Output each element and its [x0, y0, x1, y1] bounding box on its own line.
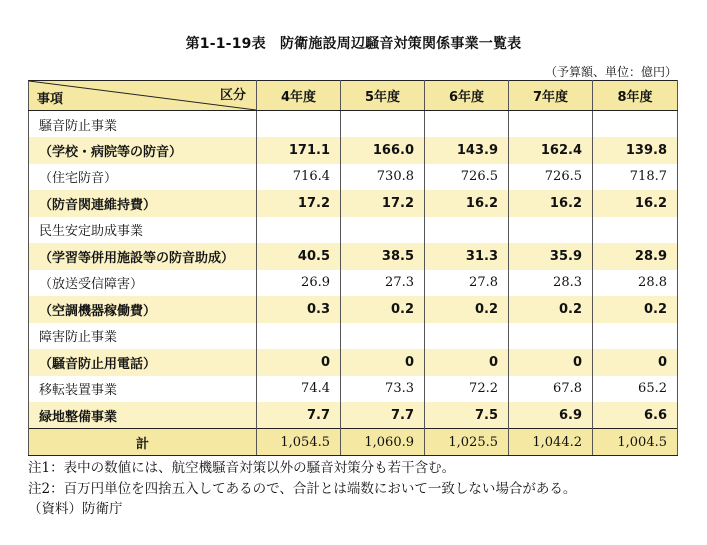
value-cell: 0.2	[509, 296, 593, 323]
row-label: （学校・病院等の防音）	[29, 137, 257, 164]
row-label: （防音関連維持費）	[29, 190, 257, 217]
value-cell: 16.2	[509, 190, 593, 217]
value-cell	[509, 111, 593, 138]
table-row	[29, 243, 678, 270]
total-row	[29, 429, 678, 456]
value-cell: 716.4	[257, 164, 341, 191]
unit-note: （予算額、単位：億円）	[544, 65, 677, 79]
year-header: 6年度	[425, 81, 509, 111]
value-cell: 28.3	[509, 270, 593, 297]
value-cell: 162.4	[509, 137, 593, 164]
total-value-cell: 1,004.5	[593, 429, 678, 456]
row-label: 移転装置事業	[29, 376, 257, 403]
value-cell: 726.5	[509, 164, 593, 191]
row-label: （騒音防止用電話）	[29, 349, 257, 376]
value-cell	[425, 217, 509, 244]
value-cell: 31.3	[425, 243, 509, 270]
value-cell: 7.5	[425, 402, 509, 429]
table-row	[29, 217, 678, 244]
value-cell: 6.6	[593, 402, 678, 429]
value-cell: 17.2	[257, 190, 341, 217]
year-header: 4年度	[257, 81, 341, 111]
value-cell: 0.3	[257, 296, 341, 323]
table-row	[29, 323, 678, 350]
table-row	[29, 270, 678, 297]
table-header-row	[29, 81, 678, 111]
value-cell: 26.9	[257, 270, 341, 297]
value-cell: 0	[593, 349, 678, 376]
row-label: 民生安定助成事業	[29, 217, 257, 244]
value-cell	[509, 217, 593, 244]
value-cell: 0	[341, 349, 425, 376]
value-cell: 6.9	[509, 402, 593, 429]
value-cell: 28.9	[593, 243, 678, 270]
value-cell: 0.2	[341, 296, 425, 323]
total-value-cell: 1,054.5	[257, 429, 341, 456]
value-cell: 718.7	[593, 164, 678, 191]
table-row	[29, 349, 678, 376]
value-cell: 65.2	[593, 376, 678, 403]
table-row	[29, 164, 678, 191]
value-cell	[425, 111, 509, 138]
row-label: （学習等併用施設等の防音助成）	[29, 243, 257, 270]
total-value-cell: 1,060.9	[341, 429, 425, 456]
value-cell	[425, 323, 509, 350]
value-cell: 40.5	[257, 243, 341, 270]
value-cell: 7.7	[257, 402, 341, 429]
value-cell	[257, 217, 341, 244]
corner-label-item: 事項	[37, 92, 64, 107]
value-cell: 74.4	[257, 376, 341, 403]
total-value-cell: 1,025.5	[425, 429, 509, 456]
value-cell: 0	[509, 349, 593, 376]
value-cell	[593, 217, 678, 244]
value-cell: 73.3	[341, 376, 425, 403]
table-row	[29, 111, 678, 138]
value-cell: 166.0	[341, 137, 425, 164]
source-note: （資料）防衛庁	[28, 501, 123, 517]
table-row	[29, 137, 678, 164]
value-cell: 16.2	[425, 190, 509, 217]
value-cell	[593, 323, 678, 350]
value-cell: 0.2	[593, 296, 678, 323]
footnotes	[28, 458, 576, 520]
total-value-cell: 1,044.2	[509, 429, 593, 456]
value-cell: 72.2	[425, 376, 509, 403]
value-cell: 28.8	[593, 270, 678, 297]
year-header: 8年度	[593, 81, 678, 111]
table-row	[29, 376, 678, 403]
value-cell: 0	[257, 349, 341, 376]
value-cell: 27.8	[425, 270, 509, 297]
value-cell	[341, 323, 425, 350]
value-cell: 139.8	[593, 137, 678, 164]
table-row	[29, 190, 678, 217]
table-row	[29, 296, 678, 323]
value-cell: 730.8	[341, 164, 425, 191]
budget-table	[28, 80, 678, 456]
row-label: （住宅防音）	[29, 164, 257, 191]
value-cell: 171.1	[257, 137, 341, 164]
year-header: 7年度	[509, 81, 593, 111]
value-cell	[341, 111, 425, 138]
value-cell: 726.5	[425, 164, 509, 191]
value-cell: 0	[425, 349, 509, 376]
row-label: 騒音防止事業	[29, 111, 257, 138]
value-cell: 143.9	[425, 137, 509, 164]
value-cell	[257, 323, 341, 350]
value-cell	[341, 217, 425, 244]
corner-header-cell	[29, 81, 257, 111]
footnote: 注1：表中の数値には、航空機騒音対策以外の騒音対策分も若干含む。	[28, 460, 456, 476]
value-cell: 7.7	[341, 402, 425, 429]
value-cell: 16.2	[593, 190, 678, 217]
value-cell: 0.2	[425, 296, 509, 323]
row-label: （空調機器稼働費）	[29, 296, 257, 323]
value-cell	[593, 111, 678, 138]
value-cell: 27.3	[341, 270, 425, 297]
value-cell: 67.8	[509, 376, 593, 403]
table-title: 第1-1-19表 防衛施設周辺騒音対策関係事業一覧表	[185, 36, 522, 52]
row-label: 障害防止事業	[29, 323, 257, 350]
total-label: 計	[29, 429, 257, 456]
value-cell	[257, 111, 341, 138]
value-cell: 17.2	[341, 190, 425, 217]
year-header: 5年度	[341, 81, 425, 111]
value-cell	[509, 323, 593, 350]
corner-label-category: 区分	[219, 88, 246, 103]
row-label: 緑地整備事業	[29, 402, 257, 429]
row-label: （放送受信障害）	[29, 270, 257, 297]
value-cell: 35.9	[509, 243, 593, 270]
value-cell: 38.5	[341, 243, 425, 270]
footnote: 注2：百万円単位を四捨五入してあるので、合計とは端数において一致しない場合がある。	[28, 480, 577, 497]
table-row	[29, 402, 678, 429]
